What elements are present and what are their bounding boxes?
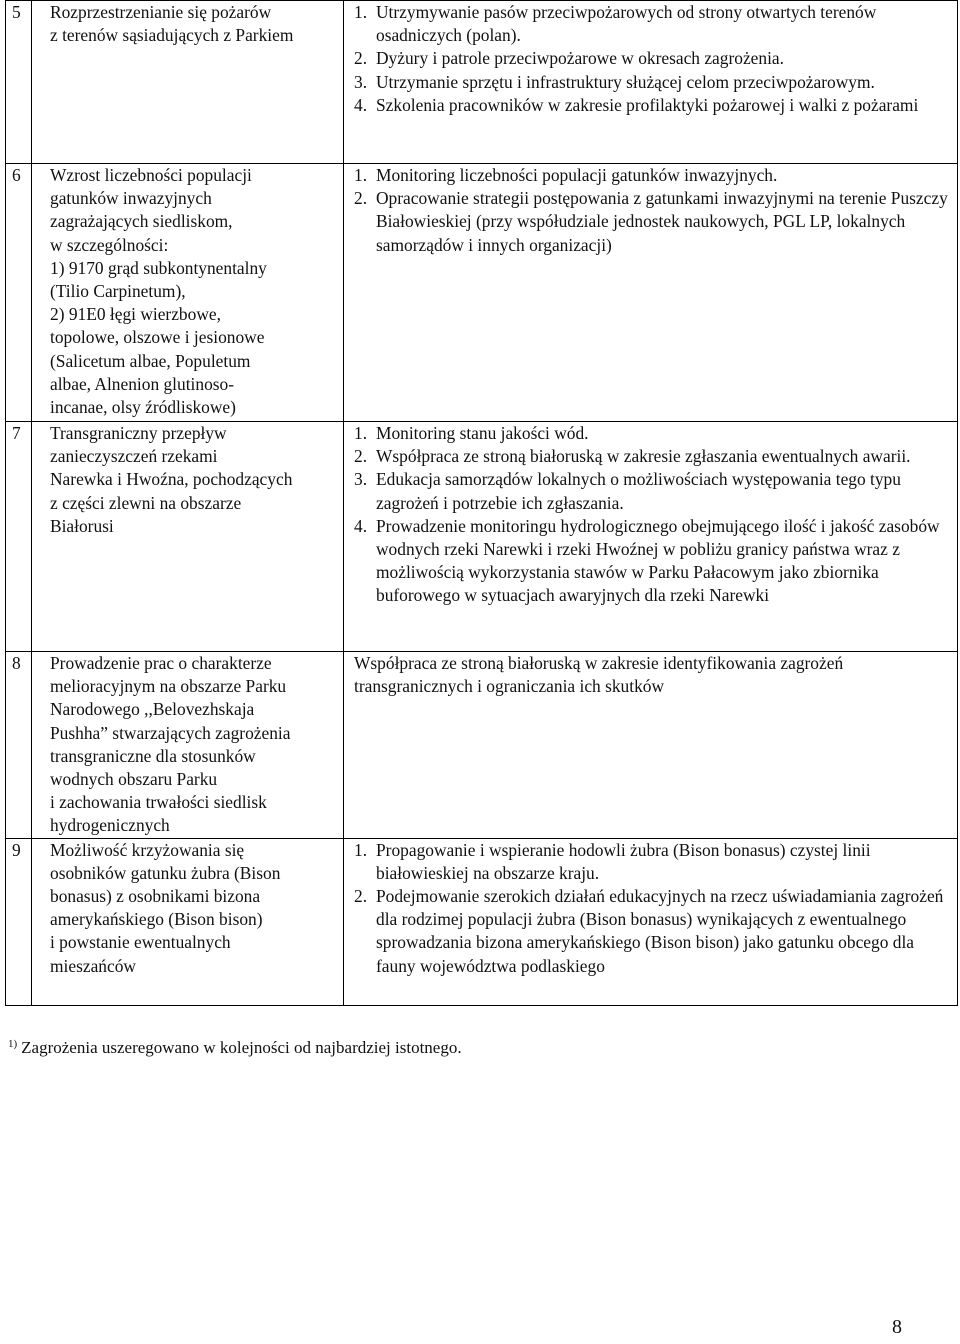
action-item-number: 2. [354, 48, 368, 69]
threat-line: i powstanie ewentualnych [50, 932, 231, 953]
action-item [354, 839, 953, 885]
action-item-text: Dyżury i patrole przeciwpożarowe w okresach zagrożenia. [376, 48, 784, 69]
threat-line: albae, Alnenion glutinoso- [50, 373, 235, 394]
action-item-number: 2. [354, 446, 368, 467]
threat-line: (Tilio Carpinetum), [50, 281, 186, 302]
threat-line: Białorusi [50, 515, 114, 536]
threat-line: 1) 9170 grąd subkontynentalny [50, 257, 267, 278]
threat-cell [32, 164, 344, 422]
action-item-number: 1. [354, 839, 368, 860]
threat-line: Możliwość krzyżowania się [50, 839, 245, 860]
threat-line: wodnych obszaru Parku [50, 769, 218, 790]
action-item-text: Monitoring stanu jakości wód. [376, 423, 589, 443]
threat-line: (Salicetum albae, Populetum [50, 350, 251, 371]
row-number: 6 [6, 164, 32, 422]
action-text: Współpraca ze stroną białoruską w zakresie identyfikowania zagrożeń transgranicznych i ograniczania ich skutków [354, 653, 844, 697]
row-number: 9 [6, 838, 32, 1005]
table-row [6, 652, 958, 839]
threat-cell [32, 652, 344, 839]
action-item-number: 3. [354, 71, 368, 92]
threats-table [5, 0, 958, 1006]
threat-line: bonasus) z osobnikami bizona [50, 886, 261, 907]
threat-line: Wzrost liczebności populacji [50, 165, 252, 185]
action-item [354, 468, 953, 514]
threat-line: Prowadzenie prac o charakterze [50, 653, 272, 673]
threat-line: Narodowego ,,Belovezhskaja [50, 699, 255, 720]
table-row [6, 164, 958, 422]
threat-line: mieszańców [50, 955, 136, 976]
threat-line: Narewka i Hwoźna, pochodzących [50, 469, 293, 490]
threat-line: Rozprzestrzenianie się pożarów [50, 2, 272, 22]
threat-line: osobników gatunku żubra (Bison [50, 862, 281, 883]
action-item-number: 1. [354, 2, 368, 22]
table-row [6, 422, 958, 652]
threat-cell [32, 838, 344, 1005]
action-item [354, 94, 953, 117]
footnote-text: Zagrożenia uszeregowano w kolejności od najbardziej istotnego. [21, 1038, 462, 1057]
threat-line: incanae, olsy źródliskowe) [50, 397, 236, 418]
actions-cell [344, 422, 958, 652]
row-number: 8 [6, 652, 32, 839]
threat-line: z części zlewni na obszarze [50, 492, 242, 513]
table-row [6, 1, 958, 164]
threat-line: z terenów sąsiadujących z Parkiem [50, 25, 294, 46]
action-item [354, 164, 953, 187]
action-item-text: Monitoring liczebności populacji gatunków inwazyjnych. [376, 165, 778, 185]
threat-line: melioracyjnym na obszarze Parku [50, 676, 287, 697]
action-item-text: Propagowanie i wspieranie hodowli żubra (Bison bonasus) czystej linii białowieskiej na obszarze kraju. [376, 839, 871, 883]
action-item-number: 2. [354, 188, 368, 209]
action-item [354, 187, 953, 257]
threat-line: i zachowania trwałości siedlisk [50, 792, 267, 813]
page-number: 8 [892, 1316, 902, 1338]
threat-cell [32, 422, 344, 652]
threat-line: Transgraniczny przepływ [50, 423, 227, 443]
action-item-text: Edukacja samorządów lokalnych o możliwościach występowania tego typu zagrożeń i potrzebie ich zgłaszania. [376, 469, 901, 513]
action-item [354, 885, 953, 978]
action-item [354, 422, 953, 445]
threat-line: w szczególności: [50, 234, 169, 255]
table-row [6, 838, 958, 1005]
footnote-marker: 1) [8, 1038, 18, 1050]
row-number: 7 [6, 422, 32, 652]
action-item-number: 1. [354, 165, 368, 185]
threat-cell [32, 1, 344, 164]
actions-cell [344, 164, 958, 422]
actions-cell [344, 1, 958, 164]
footnote [8, 1036, 462, 1060]
action-item-text: Współpraca ze stroną białoruską w zakresie zgłaszania ewentualnych awarii. [376, 446, 911, 467]
threat-line: transgraniczne dla stosunków [50, 745, 256, 766]
threat-line: zanieczyszczeń rzekami [50, 446, 218, 467]
action-item-text: Utrzymywanie pasów przeciwpożarowych od strony otwartych terenów osadniczych (polan). [376, 2, 877, 46]
action-item [354, 71, 953, 94]
action-item-text: Podejmowanie szerokich działań edukacyjnych na rzecz uświadamiania zagrożeń dla rodzimej populacji żubra (Bison bonasus) wynikających z ewentualnego sprowadzania bizona amerykańskiego (Bison bison) jako gatunku obcego dla fauny województwa podlaskiego [376, 886, 944, 976]
action-item [354, 47, 953, 70]
threat-line: hydrogenicznych [50, 815, 170, 836]
action-item-text: Opracowanie strategii postępowania z gatunkami inwazyjnymi na terenie Puszczy Białowieskiej (przy współudziale jednostek naukowych, PGL LP, lokalnych samorządów i innych organizacji) [376, 188, 948, 255]
action-item [354, 515, 953, 608]
action-item-number: 3. [354, 469, 368, 490]
threat-line: Pushha” stwarzających zagrożenia [50, 722, 291, 743]
action-item [354, 1, 953, 47]
threat-line: zagrażających siedliskom, [50, 211, 233, 232]
action-item-number: 1. [354, 423, 368, 443]
actions-cell [344, 652, 958, 839]
action-item [354, 445, 953, 468]
action-item-text: Prowadzenie monitoringu hydrologicznego obejmującego ilość i jakość zasobów wodnych rzeki Narewki i rzeki Hwoźnej w pobliżu granicy państwa wraz z możliwością wykorzystania stawów w Parku Pałacowym jako zbiornika buforowego w sytuacjach awaryjnych dla rzeki Narewki [376, 515, 940, 606]
action-item-text: Szkolenia pracowników w zakresie profilaktyki pożarowej i walki z pożarami [376, 94, 919, 115]
action-item-number: 4. [354, 94, 368, 115]
threat-line: gatunków inwazyjnych [50, 188, 212, 209]
threat-line: 2) 91E0 łęgi wierzbowe, [50, 304, 221, 325]
actions-cell [344, 838, 958, 1005]
action-item-number: 4. [354, 515, 368, 536]
action-item-number: 2. [354, 886, 368, 907]
row-number: 5 [6, 1, 32, 164]
action-item-text: Utrzymanie sprzętu i infrastruktury służącej celom przeciwpożarowym. [376, 71, 875, 92]
threat-line: amerykańskiego (Bison bison) [50, 909, 263, 930]
threat-line: topolowe, olszowe i jesionowe [50, 327, 265, 348]
